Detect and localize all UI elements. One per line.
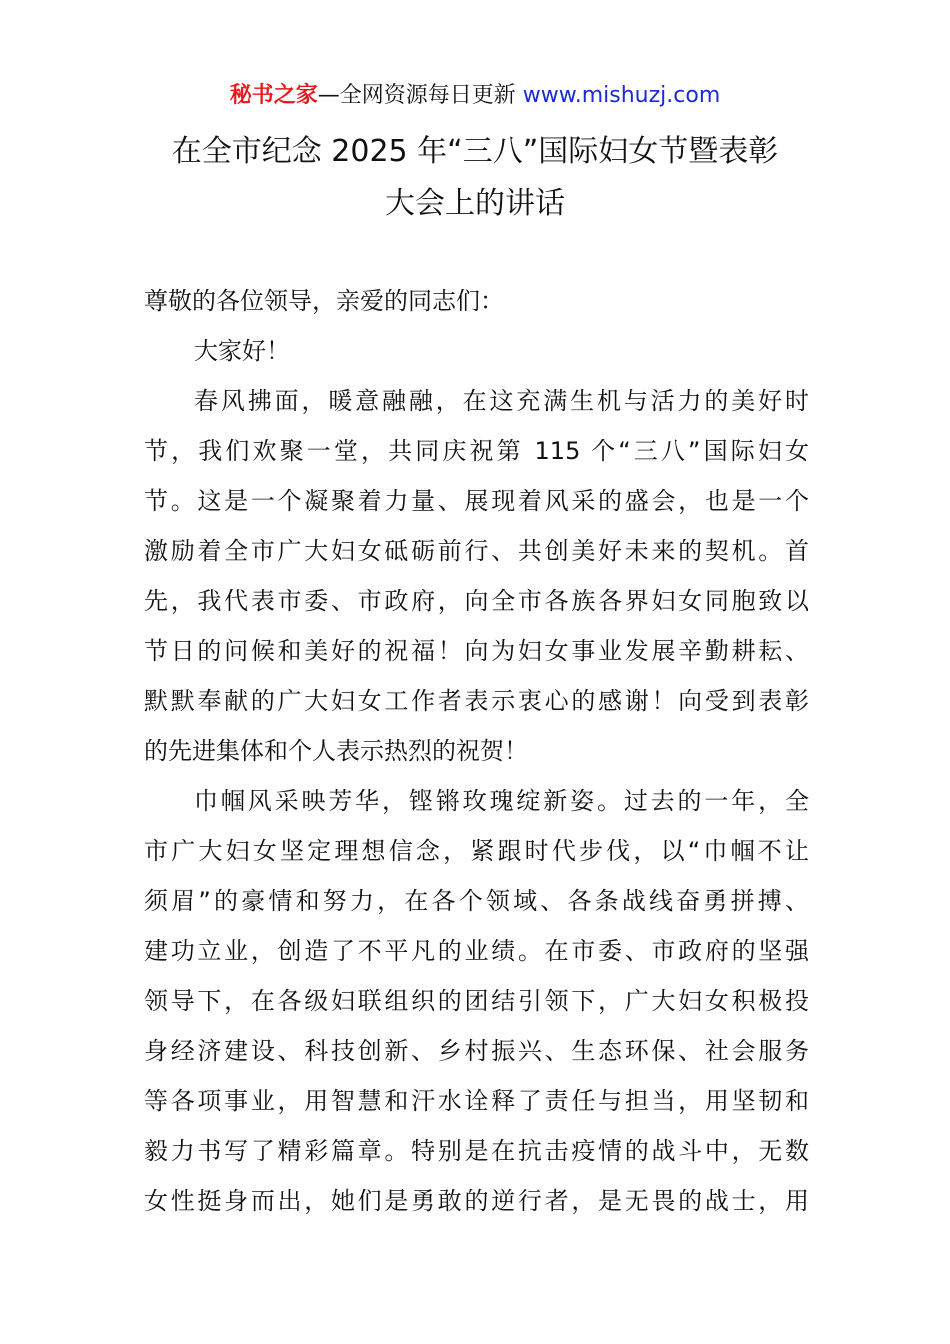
paragraph-2-line: 毅力书写了精彩篇章。特别是在抗击疫情的战斗中，无数 — [144, 1137, 809, 1165]
paragraph-1-line: 默默奉献的广大妇女工作者表示衷心的感谢！向受到表彰 — [144, 687, 809, 715]
document-body — [144, 276, 809, 1226]
title-line-1: 在全市纪念 2025 年“三八”国际妇女节暨表彰 — [171, 134, 779, 169]
paragraph-2-line: 等各项事业，用智慧和汗水诠释了责任与担当，用坚韧和 — [144, 1087, 809, 1115]
greeting: 大家好！ — [194, 337, 290, 365]
paragraph-1-line: 春风拂面，暖意融融，在这充满生机与活力的美好时 — [194, 387, 809, 415]
salutation: 尊敬的各位领导，亲爱的同志们： — [144, 287, 504, 315]
paragraph-2-line: 须眉”的豪情和努力，在各个领域、各条战线奋勇拼搏、 — [144, 887, 809, 915]
paragraph-2-line: 领导下，在各级妇联组织的团结引领下，广大妇女积极投 — [144, 987, 809, 1015]
paragraph-2-line: 女性挺身而出，她们是勇敢的逆行者，是无畏的战士，用 — [144, 1187, 809, 1215]
site-tagline: —全网资源每日更新 — [317, 83, 523, 108]
paragraph-1-line: 节，我们欢聚一堂，共同庆祝第 115 个“三八”国际妇女 — [144, 437, 809, 465]
paragraph-1-line: 的先进集体和个人表示热烈的祝贺！ — [144, 737, 528, 765]
paragraph-2-line: 巾帼风采映芳华，铿锵玫瑰绽新姿。过去的一年，全 — [194, 787, 809, 815]
site-url-link[interactable]: www.mishuzj.com — [522, 83, 721, 108]
paragraph-2-line: 身经济建设、科技创新、乡村振兴、生态环保、社会服务 — [144, 1037, 809, 1065]
paragraph-2-line: 市广大妇女坚定理想信念，紧跟时代步伐，以“巾帼不让 — [144, 837, 809, 865]
site-brand: 秘书之家 — [229, 83, 318, 108]
document-title — [120, 126, 830, 230]
paragraph-2-line: 建功立业，创造了不平凡的业绩。在市委、市政府的坚强 — [144, 937, 809, 965]
site-header — [0, 82, 950, 110]
title-line-2: 大会上的讲话 — [385, 186, 565, 221]
paragraph-1-line: 激励着全市广大妇女砥砺前行、共创美好未来的契机。首 — [144, 537, 809, 565]
paragraph-1-line: 节日的问候和美好的祝福！向为妇女事业发展辛勤耕耘、 — [144, 637, 809, 665]
paragraph-1-line: 节。这是一个凝聚着力量、展现着风采的盛会，也是一个 — [144, 487, 809, 515]
paragraph-1-line: 先，我代表市委、市政府，向全市各族各界妇女同胞致以 — [144, 587, 809, 615]
